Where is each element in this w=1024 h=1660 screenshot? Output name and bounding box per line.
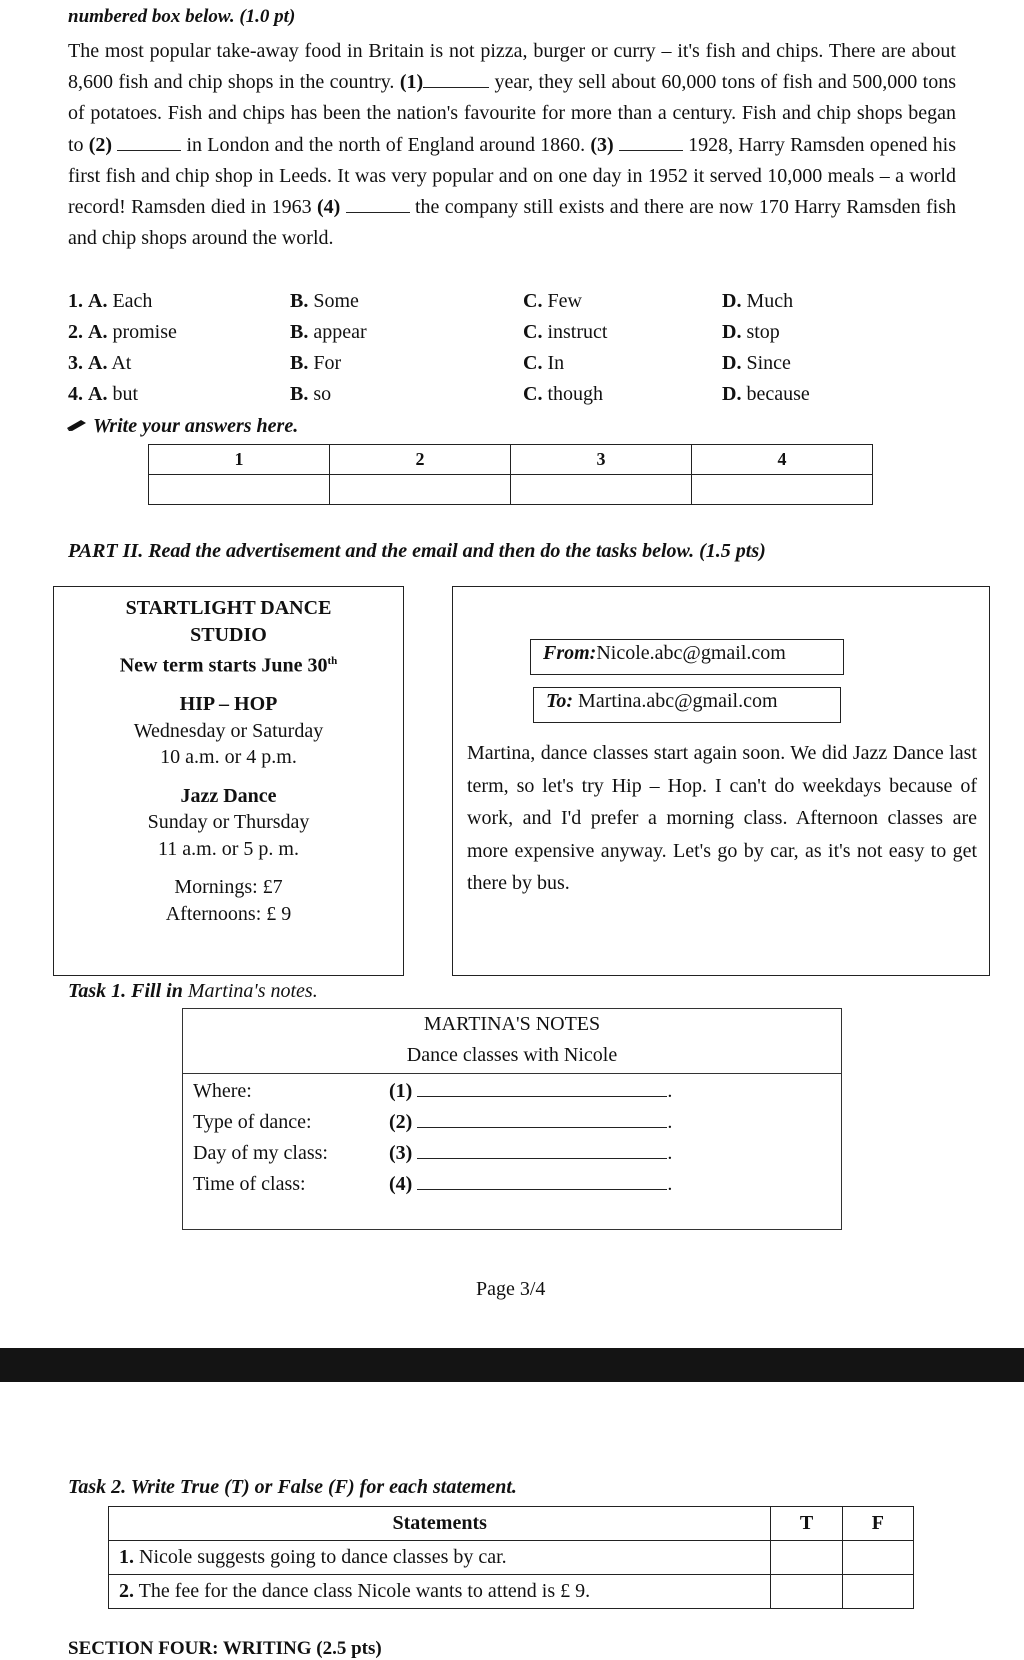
tf-statement-2: 2. The fee for the dance class Nicole wants to attend is £ 9. xyxy=(109,1575,771,1609)
notes-row-time: Time of class: (4) . xyxy=(193,1169,833,1200)
reading-passage: The most popular take-away food in Britain is not pizza, burger or curry – it's fish and chips. There are about 8,600 fish and chip shops in the country. (1) year, they sell about 60,000 tons of fish and 500,000 tons of potatoes. Fish and chips has been the nation's favourite for more than a century. Fish and chip shops began to (2) in London and the north of England around 1860. (3) 1928, Harry Ramsden opened his first fish and chip shop in Leeds. It was very popular and on one day in 1952 it served 10,000 meals – a world record! Ramsden died in 1963 (4) the company still exists and there are now 170 Harry Ramsden fish and chip shops around the world. xyxy=(68,40,957,250)
pencil-icon xyxy=(66,415,93,437)
page-number: Page 3/4 xyxy=(476,1278,546,1300)
advert-new-term: New term starts June 30th xyxy=(119,654,338,677)
tf-statement-1: 1. Nicole suggests going to dance classes by car. xyxy=(109,1541,771,1575)
answer-header-2: 2 xyxy=(330,445,511,475)
page-break-band xyxy=(0,1348,1024,1382)
task1-label: Task 1. Fill in Martina's notes. xyxy=(68,980,318,1002)
answer-cell-3[interactable] xyxy=(511,475,692,505)
dance-studio-advert xyxy=(53,586,404,976)
advert-title: STARTLIGHT DANCE STUDIO xyxy=(125,597,332,646)
notes-row-type: Type of dance: (2) . xyxy=(193,1107,833,1138)
answer-table xyxy=(148,444,873,505)
tf-answer-1-t[interactable] xyxy=(771,1541,842,1575)
task2-heading: Task 2. Write True (T) or False (F) for each statement. xyxy=(68,1476,517,1498)
email-box xyxy=(452,586,990,976)
martinas-notes xyxy=(182,1008,842,1230)
email-body: Martina, dance classes start again soon. We did Jazz Dance last term, so let's try Hip – Hop. I can't do weekdays because of work, and I'd prefer a morning class. Afternoon classes are more expensive anyway. Let's go by car, as it's not easy to get there by bus. xyxy=(467,742,977,894)
tf-answer-2-f[interactable] xyxy=(842,1575,913,1609)
advert-jazz-days: Sunday or Thursday xyxy=(147,811,310,834)
answer-header-1: 1 xyxy=(149,445,330,475)
tf-header-statements: Statements xyxy=(109,1507,771,1541)
section-four-heading-cut: SECTION FOUR: WRITING (2.5 pts) xyxy=(68,1638,382,1659)
tf-answer-2-t[interactable] xyxy=(771,1575,842,1609)
email-from-field: From:Nicole.abc@gmail.com xyxy=(530,639,844,675)
advert-price-afternoons: Afternoons: £ 9 xyxy=(165,902,292,925)
notes-answer-4[interactable] xyxy=(417,1169,667,1190)
tf-answer-1-f[interactable] xyxy=(842,1541,913,1575)
advert-hiphop-days: Wednesday or Saturday xyxy=(133,719,324,742)
notes-answer-2[interactable] xyxy=(417,1107,667,1128)
tf-header-f: F xyxy=(842,1507,913,1541)
notes-header xyxy=(183,1009,841,1074)
advert-hiphop-title: HIP – HOP xyxy=(179,693,278,716)
answer-cell-4[interactable] xyxy=(692,475,873,505)
tf-header-row xyxy=(109,1507,914,1541)
true-false-table xyxy=(108,1506,914,1609)
notes-row-day: Day of my class: (3) . xyxy=(193,1138,833,1169)
answer-header-3: 3 xyxy=(511,445,692,475)
notes-answer-3[interactable] xyxy=(417,1138,667,1159)
tf-row-2 xyxy=(109,1575,914,1609)
advert-jazz-times: 11 a.m. or 5 p. m. xyxy=(158,837,299,860)
answer-cell-1[interactable] xyxy=(149,475,330,505)
email-to-field: To: Martina.abc@gmail.com xyxy=(533,687,841,723)
notes-row-where: Where: (1) . xyxy=(193,1076,833,1107)
advert-jazz-title: Jazz Dance xyxy=(180,784,277,807)
answer-cell-2[interactable] xyxy=(330,475,511,505)
answer-table-header-row xyxy=(149,445,873,475)
section-instruction-cut: numbered box below. (1.0 pt) xyxy=(68,6,296,27)
advert-price-mornings: Mornings: £7 xyxy=(174,876,283,899)
answer-header-4: 4 xyxy=(692,445,873,475)
blank-1[interactable] xyxy=(423,69,489,88)
blank-4[interactable] xyxy=(346,194,410,213)
tf-row-1 xyxy=(109,1541,914,1575)
notes-title: MARTINA'S NOTES xyxy=(423,1013,601,1035)
notes-subtitle: Dance classes with Nicole xyxy=(406,1044,618,1066)
advert-hiphop-times: 10 a.m. or 4 p.m. xyxy=(160,746,297,769)
write-answers-label: Write your answers here. xyxy=(66,415,298,438)
part2-heading: PART II. Read the advertisement and the email and then do the tasks below. (1.5 pts) xyxy=(68,540,766,562)
blank-2[interactable] xyxy=(117,132,181,151)
blank-3[interactable] xyxy=(619,132,683,151)
tf-header-t: T xyxy=(771,1507,842,1541)
answer-table-input-row xyxy=(149,475,873,505)
notes-answer-1[interactable] xyxy=(417,1076,667,1097)
